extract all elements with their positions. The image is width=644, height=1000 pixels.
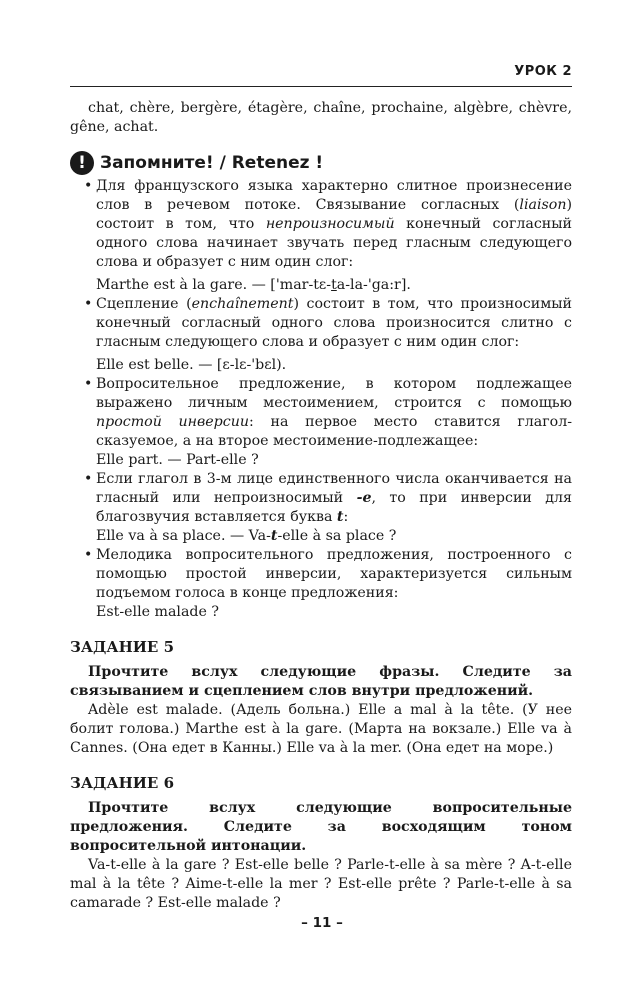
- rule-text: ) состоит в том, что произносимый конечный согласный одного слова произносится слитно с гласным следующего слова и образует с ним один слог:: [96, 296, 572, 350]
- rule-example: Elle part. — Part-elle ?: [96, 452, 259, 468]
- rule-text: Вопросительное предложение, в котором подлежащее выражено личным местоимением, строится с помощью: [96, 376, 572, 411]
- rule-term: -e: [356, 490, 372, 506]
- rule-text: : на первое место ставится глагол-сказуемое, а на второе местоимение-подлежащее:: [96, 414, 573, 449]
- task-body: Adèle est malade. (Адель больна.) Elle a mal à la tête. (У нее болит голова.) Marthe est à la gare. (Марта на вокзале.) Elle va à Cannes. (Она едет в Канны.) Elle va à la mer. (Она едет на море.): [70, 702, 572, 756]
- page-number: – 11 –: [301, 915, 343, 931]
- example-linked-consonant: t: [331, 277, 337, 293]
- rule-text: Сцепление (: [96, 296, 192, 312]
- example-euphonic-t: t: [270, 528, 278, 544]
- rule-text: , то при инверсии для благозвучия вставляется буква: [96, 490, 572, 525]
- example-part: -elle à sa place ?: [277, 528, 397, 544]
- rule-example: Elle est belle. — [ɛ-lɛ-'bɛl).: [96, 357, 287, 373]
- rule-text: Мелодика вопросительного предложения, построенного с помощью простой инверсии, характеризуется сильным подъемом голоса в конце предложения:: [96, 547, 572, 601]
- rule-term: простой инверсии: [96, 414, 249, 430]
- rule-text: конечный согласный одного слова начинает звучать перед гласным следующего слова и образует с ним один слог:: [96, 216, 572, 270]
- rule-text: ) состоит в том, что: [96, 197, 572, 232]
- task-5: [70, 638, 572, 758]
- rule-item-inversion: [84, 375, 572, 470]
- note-title: Запомните! / Retenez !: [100, 152, 324, 173]
- intro-word-list: chat, chère, bergère, étagère, chaîne, prochaine, algèbre, chèvre, gêne, achat.: [70, 100, 572, 135]
- rule-example: [96, 527, 572, 546]
- rule-term: непроизносимый: [265, 216, 395, 232]
- lesson-label: УРОК 2: [514, 64, 572, 79]
- rule-text: :: [343, 509, 349, 525]
- rules-list: [70, 177, 572, 622]
- task-instruction: Прочтите вслух следующие вопросительные предложения. Следите за восходящим тоном вопросительной интонации.: [70, 800, 572, 854]
- task-body: Va-t-elle à la gare ? Est-elle belle ? Parle-t-elle à sa mère ? A-t-elle mal à la tête ? Aime-t-elle la mer ? Est-elle prête ? Parle-t-elle à sa camarade ? Est-elle malade ?: [70, 857, 572, 911]
- task-instruction: Прочтите вслух следующие фразы. Следите за связыванием и сцеплением слов внутри предложений.: [70, 664, 572, 699]
- note-heading: [70, 151, 572, 175]
- rule-example: [96, 276, 572, 295]
- exclamation-icon: !: [70, 151, 94, 175]
- rule-item-euphonic-t: [84, 470, 572, 546]
- rule-item-liaison: [84, 177, 572, 295]
- rule-text: Для французского языка характерно слитное произнесение слов в речевом потоке. Связывание согласных (: [96, 178, 572, 213]
- example-part: Elle va à sa place. — Va-: [96, 528, 271, 544]
- task-6: [70, 774, 572, 913]
- example-part: a-la-'ga:r].: [336, 277, 411, 293]
- page-header: [70, 60, 572, 87]
- task-title: ЗАДАНИЕ 6: [70, 774, 175, 792]
- example-part: Marthe est à la gare. — ['mar-tɛ-: [96, 277, 332, 293]
- rule-term: liaison: [519, 197, 567, 213]
- rule-term: enchaînement: [191, 296, 294, 312]
- rule-text: Если глагол в 3-м лице единственного числа оканчивается на гласный или непроизносимый: [96, 471, 572, 506]
- task-title: ЗАДАНИЕ 5: [70, 638, 175, 656]
- page-content: [70, 99, 572, 913]
- rule-term: t: [336, 509, 344, 525]
- rule-item-enchainement: [84, 295, 572, 375]
- rule-example: Est-elle malade ?: [96, 604, 220, 620]
- rule-item-intonation: [84, 546, 572, 622]
